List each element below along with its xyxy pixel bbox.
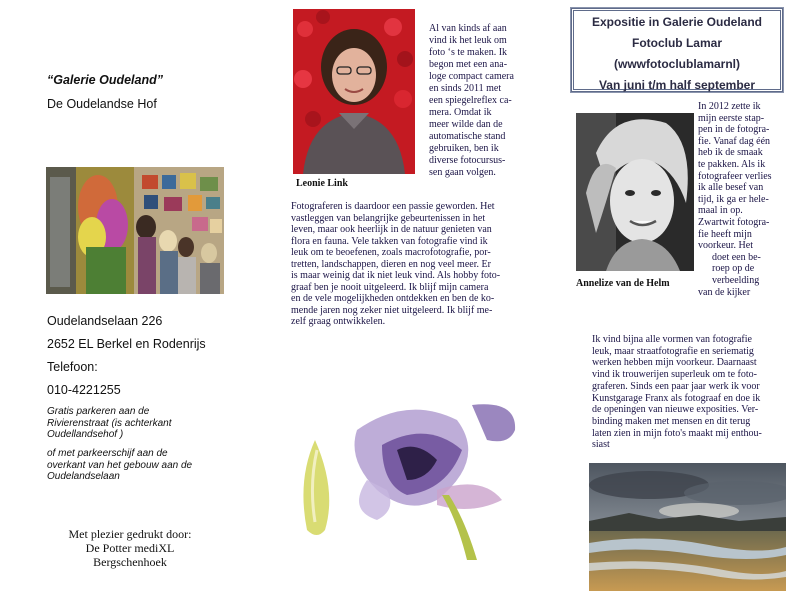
body-line: flora en fauna. Vele takken van fotografie vind ik bbox=[291, 235, 488, 247]
exposition-dates: Van juni t/m half september bbox=[598, 78, 756, 92]
body-line: vind ik trouwerijen superleuk om te foto- bbox=[592, 369, 757, 381]
leonie-body-text bbox=[291, 201, 526, 328]
printer-credit bbox=[50, 527, 210, 569]
intro-line: een spiegelreflex ca- bbox=[429, 95, 512, 106]
annelize-side-text bbox=[698, 101, 790, 298]
leonie-link-caption: Leonie Link bbox=[296, 178, 348, 189]
intro-line: automatische stand bbox=[429, 131, 506, 142]
annelize-body-text bbox=[592, 334, 787, 451]
body-line: Kunstgarage Franx als fotograaf en doe ik bbox=[592, 392, 761, 404]
intro-line: diverse fotocursus- bbox=[429, 155, 506, 166]
intro-line: sen gaan volgen. bbox=[429, 167, 496, 178]
side-line: voorkeur. Het bbox=[698, 240, 753, 252]
intro-line: foto ‘s te maken. Ik bbox=[429, 47, 508, 58]
body-line: werken hebben mijn voorkeur. Daarnaast bbox=[592, 357, 757, 369]
address-city: 2652 EL Berkel en Rodenrijs bbox=[47, 337, 206, 351]
side-line: fie heeft mijn bbox=[698, 228, 752, 240]
annelize-van-de-helm-portrait bbox=[576, 113, 694, 271]
printer-credit-line: Met plezier gedrukt door: bbox=[68, 527, 192, 541]
side-line: mijn eerste stap- bbox=[698, 112, 765, 124]
leonie-link-portrait bbox=[293, 9, 415, 174]
body-line: mende jaren nog zeker niet uitgeleerd. Ik blijf me- bbox=[291, 304, 493, 316]
body-line: laten zien in mijn foto's maakt mij enthou- bbox=[592, 427, 762, 439]
address-street: Oudelandselaan 226 bbox=[47, 314, 163, 328]
body-line: Fotograferen is daardoor een passie geworden. Het bbox=[291, 201, 495, 212]
body-line: Ik vind bijna alle vormen van fotografie bbox=[592, 334, 752, 345]
side-line: ik alle besef van bbox=[698, 182, 764, 194]
body-line: en de vele mogelijkheden ontdekken en ben de ko- bbox=[291, 293, 495, 304]
side-line: tijd, ik ga er hele- bbox=[698, 193, 769, 205]
side-line: In 2012 zette ik bbox=[698, 101, 761, 112]
leonie-intro-text bbox=[429, 23, 549, 179]
parking-note-rivierenstraat: Gratis parkeren aan de Rivierenstraat (is achterkant Oudellandsehof ) bbox=[47, 406, 172, 440]
intro-line: begon met een ana- bbox=[429, 59, 508, 70]
body-line: leven, maar ook heerlijk in de natuur genieten van bbox=[291, 224, 492, 235]
side-line: doet een be- bbox=[712, 251, 761, 263]
intro-line: Al van kinds af aan bbox=[429, 23, 507, 34]
body-line: tretten, landschappen, dieren en nog veel meer. Er bbox=[291, 258, 491, 270]
exposition-header-box bbox=[571, 8, 783, 92]
intro-line: vind ik het leuk om bbox=[429, 35, 507, 46]
side-line: heb ik de smaak bbox=[698, 147, 763, 159]
club-name: Fotoclub Lamar bbox=[631, 36, 722, 50]
intro-line: meer wilde dan de bbox=[429, 119, 503, 130]
phone-label: Telefoon: bbox=[47, 360, 98, 374]
club-website[interactable]: (wwwfotoclublamarnl) bbox=[614, 57, 740, 71]
landscape-photo bbox=[589, 463, 786, 591]
body-line: is maar weinig dat ik niet leuk vind. Als hobby foto- bbox=[291, 270, 501, 281]
side-line: Zwartwit fotogra- bbox=[698, 216, 770, 228]
phone-number[interactable]: 010-4221255 bbox=[47, 383, 121, 397]
body-line: graferen. Sinds een paar jaar werk ik voor bbox=[592, 380, 760, 392]
body-line: zelf graag ontwikkelen. bbox=[291, 316, 386, 327]
annelize-van-de-helm-caption: Annelize van de Helm bbox=[576, 278, 670, 289]
printer-name: De Potter mediXL bbox=[85, 541, 175, 555]
side-line: fotografeer verlies bbox=[698, 170, 772, 182]
intro-line: loge compact camera bbox=[429, 71, 514, 82]
gallery-interior-photo bbox=[46, 167, 224, 294]
body-line: binding maken met mensen en dit terug bbox=[592, 415, 751, 427]
body-line: de openingen van nieuwe exposities. Ver- bbox=[592, 404, 759, 416]
side-line: pen in de fotogra- bbox=[698, 124, 770, 136]
body-line: siast bbox=[592, 439, 610, 451]
intro-line: mera. Omdat ik bbox=[429, 107, 492, 118]
body-line: leuk, maar straatfotografie en seriematig bbox=[592, 345, 754, 357]
exposition-title: Expositie in Galerie Oudeland bbox=[591, 15, 763, 29]
side-line: verbeelding bbox=[712, 274, 760, 286]
body-line: graaf ben je nooit uitgeleerd. Ik blijf mijn camera bbox=[291, 281, 489, 293]
side-line: maal in op. bbox=[698, 205, 743, 217]
gallery-name: “Galerie Oudeland” bbox=[47, 73, 164, 87]
venue-name: De Oudelandse Hof bbox=[47, 97, 157, 111]
tulip-macro-photo bbox=[287, 390, 527, 560]
parking-note-oudelandselaan: of met parkeerschijf aan de overkant van het gebouw aan de Oudelandselaan bbox=[47, 448, 193, 482]
printer-town: Bergschenhoek bbox=[93, 555, 167, 569]
intro-line: en sinds 2011 met bbox=[429, 83, 502, 94]
side-line: fie. Vanaf dag één bbox=[698, 135, 771, 147]
body-line: leuk om te beoefenen, zoals macrofotografie, por- bbox=[291, 247, 491, 258]
intro-line: gebruiken, ben ik bbox=[429, 143, 499, 154]
side-line: roep op de bbox=[712, 263, 755, 275]
side-line: te pakken. Als ik bbox=[698, 158, 766, 170]
side-line: van de kijker bbox=[698, 286, 751, 298]
body-line: vastleggen van belangrijke gebeurtenissen in het bbox=[291, 212, 486, 224]
